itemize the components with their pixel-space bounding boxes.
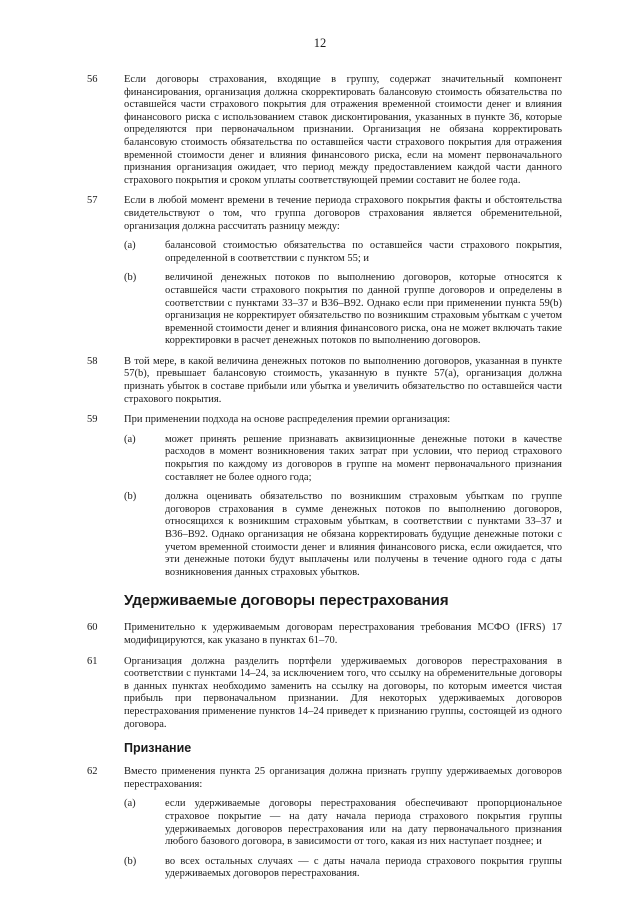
- paragraph-text: Организация должна разделить портфели удерживаемых договоров перестрахования в соответствии с пунктами 14–24, за исключением того, что ссылку на обременительные договоры в данных пунктах необходимо заменить на ссылку на договоры, по которым имеется чистая прибыль при первоначальном признании. Для некоторых удерживаемых договоров перестрахования применение пунктов 14–24 приведет к признанию группы, состоящей из одного договора.: [124, 655, 562, 730]
- subparagraph-text: если удерживаемые договоры перестрахования обеспечивают пропорциональное страховое покрытие — на дату начала периода страхового покрытия группы удерживаемых договоров перестрахования или на дату первоначального признания любого базового договора, в зависимости от того, какая из них наступает позднее; и: [165, 798, 562, 848]
- paragraph-number: 60: [87, 622, 98, 634]
- subparagraph-text: балансовой стоимостью обязательства по оставшейся части страхового покрытия, определенной в соответствии с пунктом 55; и: [165, 240, 562, 264]
- paragraph-text: Применительно к удерживаемым договорам перестрахования требования МСФО (IFRS) 17 модифицируются, как указано в пунктах 61–70.: [124, 622, 562, 646]
- paragraph-62: [0, 766, 640, 881]
- paragraph-text: В той мере, в какой величина денежных потоков по выполнению договоров, указанная в пункте 57(b), превышает балансовую стоимость, указанную в пункте 57(a), организация должна признать убыток в составе прибыли или убытка и увеличить обязательство по оставшейся части страхового покрытия.: [124, 355, 562, 405]
- paragraph-text: При применении подхода на основе распределения премии организация:: [124, 414, 451, 426]
- paragraph-59: [0, 414, 640, 579]
- subparagraph-label: (b): [124, 272, 137, 284]
- subparagraph-text: должна оценивать обязательство по возникшим страховым убыткам по группе договоров страхования в сумме денежных потоков по выполнению договоров, относящихся к возникшим страховым убыткам, в соответствии с пунктами 33–37 и B36–B92. Однако организация не обязана корректировать будущие денежные потоки с учетом временной стоимости денег и влияния финансового риска, если ожидается, что эти денежные потоки будут выплачены или получены в течение одного года с даты возникновения данных страховых убытков.: [165, 491, 562, 578]
- page-content: [0, 74, 640, 889]
- section-heading-reinsurance: Удерживаемые договоры перестрахования: [124, 592, 449, 610]
- page-number: 12: [313, 36, 327, 50]
- subparagraph-text: во всех остальных случаях — с даты начала периода страхового покрытия группы удерживаемых договоров перестрахования.: [165, 855, 562, 880]
- subparagraph-a: [124, 240, 562, 265]
- paragraph-text: Если в любой момент времени в течение периода страхового покрытия факты и обстоятельства свидетельствуют о том, что группа договоров страхования является обременительной, организация должна рассчитать разницу между:: [124, 195, 562, 232]
- subparagraph-label: (a): [124, 798, 136, 810]
- paragraph-text: Вместо применения пункта 25 организация должна признать группу удерживаемых договоров перестрахования:: [124, 766, 562, 790]
- paragraph-56: [0, 74, 640, 187]
- paragraph-number: 61: [87, 655, 98, 667]
- subparagraph-label: (a): [124, 433, 136, 445]
- subparagraph-a: [124, 434, 562, 484]
- paragraph-61: [0, 656, 640, 732]
- paragraph-number: 57: [87, 195, 98, 207]
- subparagraph-text: может принять решение признавать аквизиционные денежные потоки в качестве расходов в момент возникновения таких затрат при условии, что период страхового покрытия по каждому из договоров в группе на момент первоначального признания составляет не более одного года;: [165, 433, 562, 483]
- subparagraph-a: [124, 798, 562, 848]
- subparagraph-label: (b): [124, 491, 137, 503]
- paragraph-number: 58: [87, 355, 98, 367]
- paragraph-number: 62: [87, 766, 98, 778]
- subparagraph-b: [124, 272, 562, 348]
- paragraph-number: 56: [87, 74, 98, 85]
- subsection-heading-recognition: Признание: [124, 741, 192, 756]
- paragraph-number: 59: [87, 414, 98, 426]
- paragraph-57: [0, 195, 640, 348]
- subparagraph-b: [124, 491, 562, 579]
- subparagraph-b: [124, 856, 562, 881]
- subparagraph-label: (a): [124, 240, 136, 252]
- paragraph-60: [0, 622, 640, 647]
- paragraph-text: Если договоры страхования, входящие в группу, содержат значительный компонент финансирования, организация должна скорректировать балансовую стоимость обязательства по оставшейся части страхового покрытия для отражения временной стоимости денег и влияния финансового риска с использованием ставок дисконтирования, указанных в пункте 36, которые определяются при первоначальном признании. Организация не обязана корректировать балансовую стоимость обязательства по оставшейся части страхового покрытия для отражения временной стоимости денег и влияния финансового риска, если на момент первоначального признания организация ожидает, что период между предоставлением каждой части данного страхового покрытия и сроком уплаты соответствующей премии составит не более года.: [124, 74, 562, 186]
- subparagraph-text: величиной денежных потоков по выполнению договоров, которые относятся к оставшейся части страхового покрытия по данной группе договоров и определены в соответствии с пунктами 33–37 и B36–B92. Однако если при применении пункта 59(b) организация не корректирует обязательство по возникшим страховым убыткам с учетом временной стоимости денег и влияния финансового риска, она не может включать такие корректировки в расчет денежных потоков по выполнению договоров.: [165, 272, 562, 347]
- subparagraph-label: (b): [124, 855, 137, 867]
- paragraph-58: [0, 356, 640, 406]
